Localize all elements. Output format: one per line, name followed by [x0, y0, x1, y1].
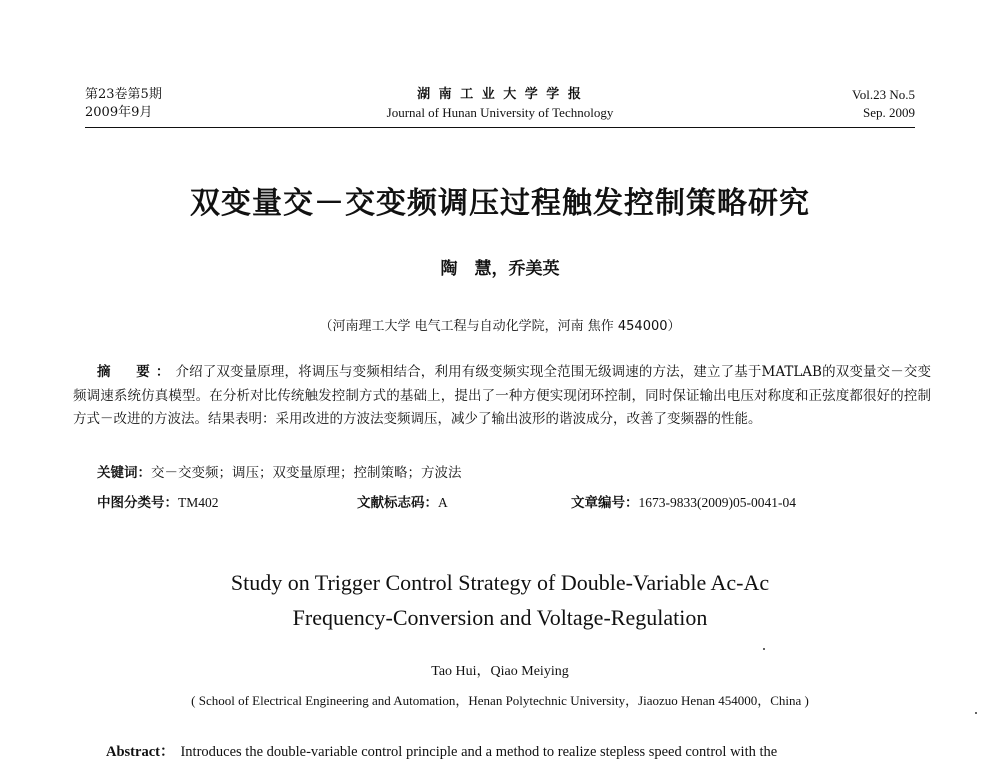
article-number [571, 491, 796, 511]
header-vol-date-en [852, 86, 915, 122]
document-code-label: 文献标志码： [357, 495, 438, 511]
keywords-text: 交－交变频；调压；双变量原理；控制策略；方波法 [151, 465, 462, 481]
document-code [357, 491, 448, 511]
abstract-cn-label: 摘 要： [97, 364, 176, 380]
scan-speck [763, 648, 765, 650]
clc-label: 中图分类号： [97, 495, 178, 511]
header-journal [300, 86, 700, 122]
clc-number [97, 491, 219, 511]
abstract-en-text: Introduces the double-variable control principle and a method to realize stepless speed control with the [180, 744, 778, 760]
header-date-cn: 2009年9月 [85, 105, 153, 120]
header-vol-no: Vol.23 No.5 [852, 87, 915, 102]
paper-title-en [0, 565, 1000, 635]
affiliation-en: ( School of Electrical Engineering and Automation，Henan Polytechnic University，Jiaozuo Henan 454000，China ) [191, 693, 809, 708]
document-code-value: A [438, 495, 448, 510]
article-number-value: 1673-9833(2009)05-0041-04 [638, 495, 796, 510]
paper-title-en-line1: Study on Trigger Control Strategy of Double-Variable Ac-Ac [230, 570, 770, 595]
header-rule [85, 127, 915, 128]
keywords-label: 关键词： [97, 465, 151, 481]
affiliation-cn: （河南理工大学 电气工程与自动化学院，河南 焦作 454000） [319, 319, 681, 334]
scan-speck [975, 712, 977, 714]
clc-value: TM402 [178, 495, 219, 510]
journal-name-cn: 湖 南 工 业 大 学 学 报 [417, 87, 583, 102]
abstract-en [106, 740, 986, 761]
header-volume-issue [85, 86, 162, 122]
paper-title-en-line2: Frequency-Conversion and Voltage-Regulation [292, 605, 708, 630]
keywords-cn [97, 461, 462, 481]
header-date-en: Sep. 2009 [863, 105, 915, 120]
abstract-cn [73, 361, 931, 432]
header-volume: 第23卷第5期 [85, 87, 162, 102]
abstract-cn-text: 介绍了双变量原理，将调压与变频相结合，利用有级变频实现全范围无级调速的方法，建立了基于MATLAB的双变量交－交变频调速系统仿真模型。在分析对比传统触发控制方式的基础上，提出了一种方便实现闭环控制，同时保证输出电压对称度和正弦度都很好的控制方式－改进的方波法。结果表明：采用改进的方波法变频调压，减少了输出波形的谐波成分，改善了变频器的性能。 [73, 364, 931, 427]
journal-name-en: Journal of Hunan University of Technology [386, 105, 614, 120]
authors-cn: 陶 慧，乔美英 [440, 259, 560, 279]
authors-en: Tao Hui，Qiao Meiying [431, 664, 569, 679]
paper-title-cn: 双变量交－交变频调压过程触发控制策略研究 [190, 186, 810, 221]
abstract-en-label: Abstract： [106, 744, 175, 760]
article-number-label: 文章编号： [571, 495, 639, 511]
